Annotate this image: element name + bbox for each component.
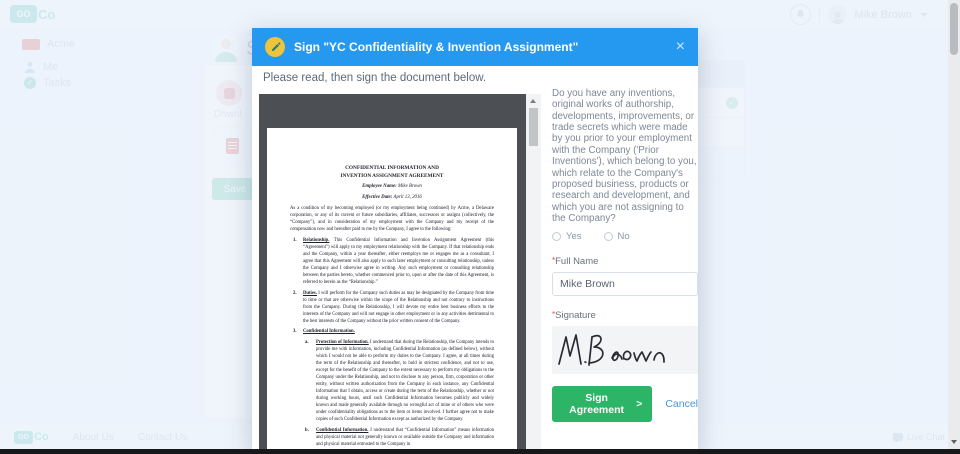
sign-agreement-button[interactable]: Sign Agreement > [552, 386, 652, 422]
browser-scrollbar[interactable] [948, 0, 960, 454]
document-title-line2: INVENTION ASSIGNMENT AGREEMENT [340, 173, 444, 180]
document-date-line: Effective Date: April 13, 2016 [362, 194, 422, 200]
close-icon[interactable]: × [675, 38, 685, 55]
radio-option-no[interactable]: No [604, 231, 630, 242]
full-name-label: *Full Name [552, 256, 599, 268]
prior-inventions-question: Do you have any inventions, original works of authorship, developments, improvements, or trade secrets which were made by you prior to your employment with the Company ('Prior Inventions'), which belong to you, which relate to the Company's proposed business, products or research and development, and which you are not assigning to the Company? [552, 88, 697, 224]
document-intro: As a condition of my becoming employed (or my employment being continued) by Acme, a Delaware corporation, or any of its current or future subsidiaries, affiliates, successors or assigns (collectively, the “Company”), and in consideration of my employment with the Company and my receipt of the compensation now and hereafter paid to me by the Company, I agree to the following: [290, 206, 494, 233]
scroll-down-arrow-icon[interactable] [951, 440, 957, 444]
document-employee-line: Employee Name: Mike Brown [362, 184, 422, 190]
document-section-1: 1. Relationship. This Confidential Information and Invention Assignment Agreement (this “Agreement”) will apply to my employment relationship with the Company. If that relationship ends and the Company, within a year thereafter, either reemploys me or engages me as a consultant, I agree that this Agreement will also apply to such later employment or consulting relationship, unless the Company and I otherwise agree in writing. Any such employment or consulting relationship between the parties hereto, whether commenced prior to, upon or after the date of this Agreement, is referred to herein as the “Relationship.” [293, 237, 494, 286]
sign-document-modal [252, 28, 698, 454]
document-title-line1: CONFIDENTIAL INFORMATION AND [345, 165, 439, 171]
pen-icon [265, 37, 285, 57]
document-viewer [259, 94, 541, 454]
scrollbar-thumb[interactable] [950, 3, 958, 55]
document-subsection-a: a. Protection of Information. I understand that during the Relationship, the Company intends to provide me with information, including Confidential Information (as defined below), without which I would not be able to perform my duties to the Company. I agree, at all times during the term of the Relationship and thereafter, to hold in strictest confidence, and not to use, except for the benefit of the Company to the extent necessary to perform my obligations to the Company under the Relationship, and not to disclose to any person, firm, corporation or other entity, without written authorization from the Company in each instance, any Confidential Information that I obtain, access or create during the term of the Relationship, whether or not during working hours, until such Confidential Information becomes publicly and widely known and made generally available through no wrongful act of mine or of others who were under confidentiality obligations as to the item or items involved. I further agree not to make copies of such Confidential Information except as authorized by the Company. [305, 339, 495, 423]
modal-title: Sign "YC Confidentiality & Invention Assignment" [294, 40, 579, 54]
prior-inventions-options [552, 231, 698, 242]
modal-instruction: Please read, then sign the document below. [263, 72, 487, 84]
full-name-input[interactable] [552, 272, 698, 296]
signature-label: *Signature [552, 310, 596, 322]
cancel-button[interactable]: Cancel [665, 398, 698, 411]
radio-icon[interactable] [552, 232, 561, 241]
signature-pad[interactable] [552, 326, 698, 374]
document-subsection-b: b. Confidential Information. I understand that “Confidential Information” means information and physical material not generally known or available outside the Company and information and physical material entrusted to the Company in [305, 427, 495, 448]
modal-header [252, 28, 698, 66]
window-bottom-edge [0, 449, 960, 454]
radio-option-yes[interactable]: Yes [552, 231, 582, 242]
document-section-2: 2. Duties. I will perform for the Company such duties as may be designated by the Company from time to time or that are otherwise within the scope of the Relationship and not contrary to instructions from the Company. During the Relationship, I will devote my entire best business efforts to the interests of the Company and will not engage in other employment or in any activities detrimental to the best interests of the Company without the prior written consent of the Company. [293, 290, 494, 324]
document-section-3: 3. Confidential Information. a. Protection of Information. I understand that during the Relationship, the Company intends to provide me with information, including Confidential Information (as defined below), without which I would not be able to perform my duties to the Company. I agree, at all times during the term of the Relationship and thereafter, to hold in strictest confidence, and not to use, except for the benefit of the Company to the extent necessary to perform my obligations to the Company under the Relationship, and not to disclose to any person, firm, corporation or other entity, without written authorization from the Company in each instance, any Confidential Information that I obtain, access or create during the term of the Relationship, whether or not during working hours, until such Confidential Information becomes publicly and widely known and made generally available through no wrongful act of mine or of others who were under confidentiality obligations as to the item or items involved. I further agree not to make copies of such Confidential Information except as authorized by the Company. b. Confidential Information. I understand that “Confidential Information” means information and physical material not generally known or available outside the Company and information and physical material entrusted to the Company in [293, 329, 495, 448]
required-asterisk: * [552, 256, 556, 266]
document-page [267, 128, 517, 454]
radio-icon[interactable] [604, 232, 613, 241]
scroll-up-arrow-icon[interactable] [530, 99, 536, 103]
chevron-right-icon: > [636, 398, 643, 411]
required-asterisk: * [552, 310, 556, 320]
signature-drawing [552, 328, 686, 372]
signing-form [552, 88, 698, 422]
scrollbar-thumb[interactable] [529, 108, 538, 146]
document-scrollbar[interactable] [526, 94, 541, 454]
